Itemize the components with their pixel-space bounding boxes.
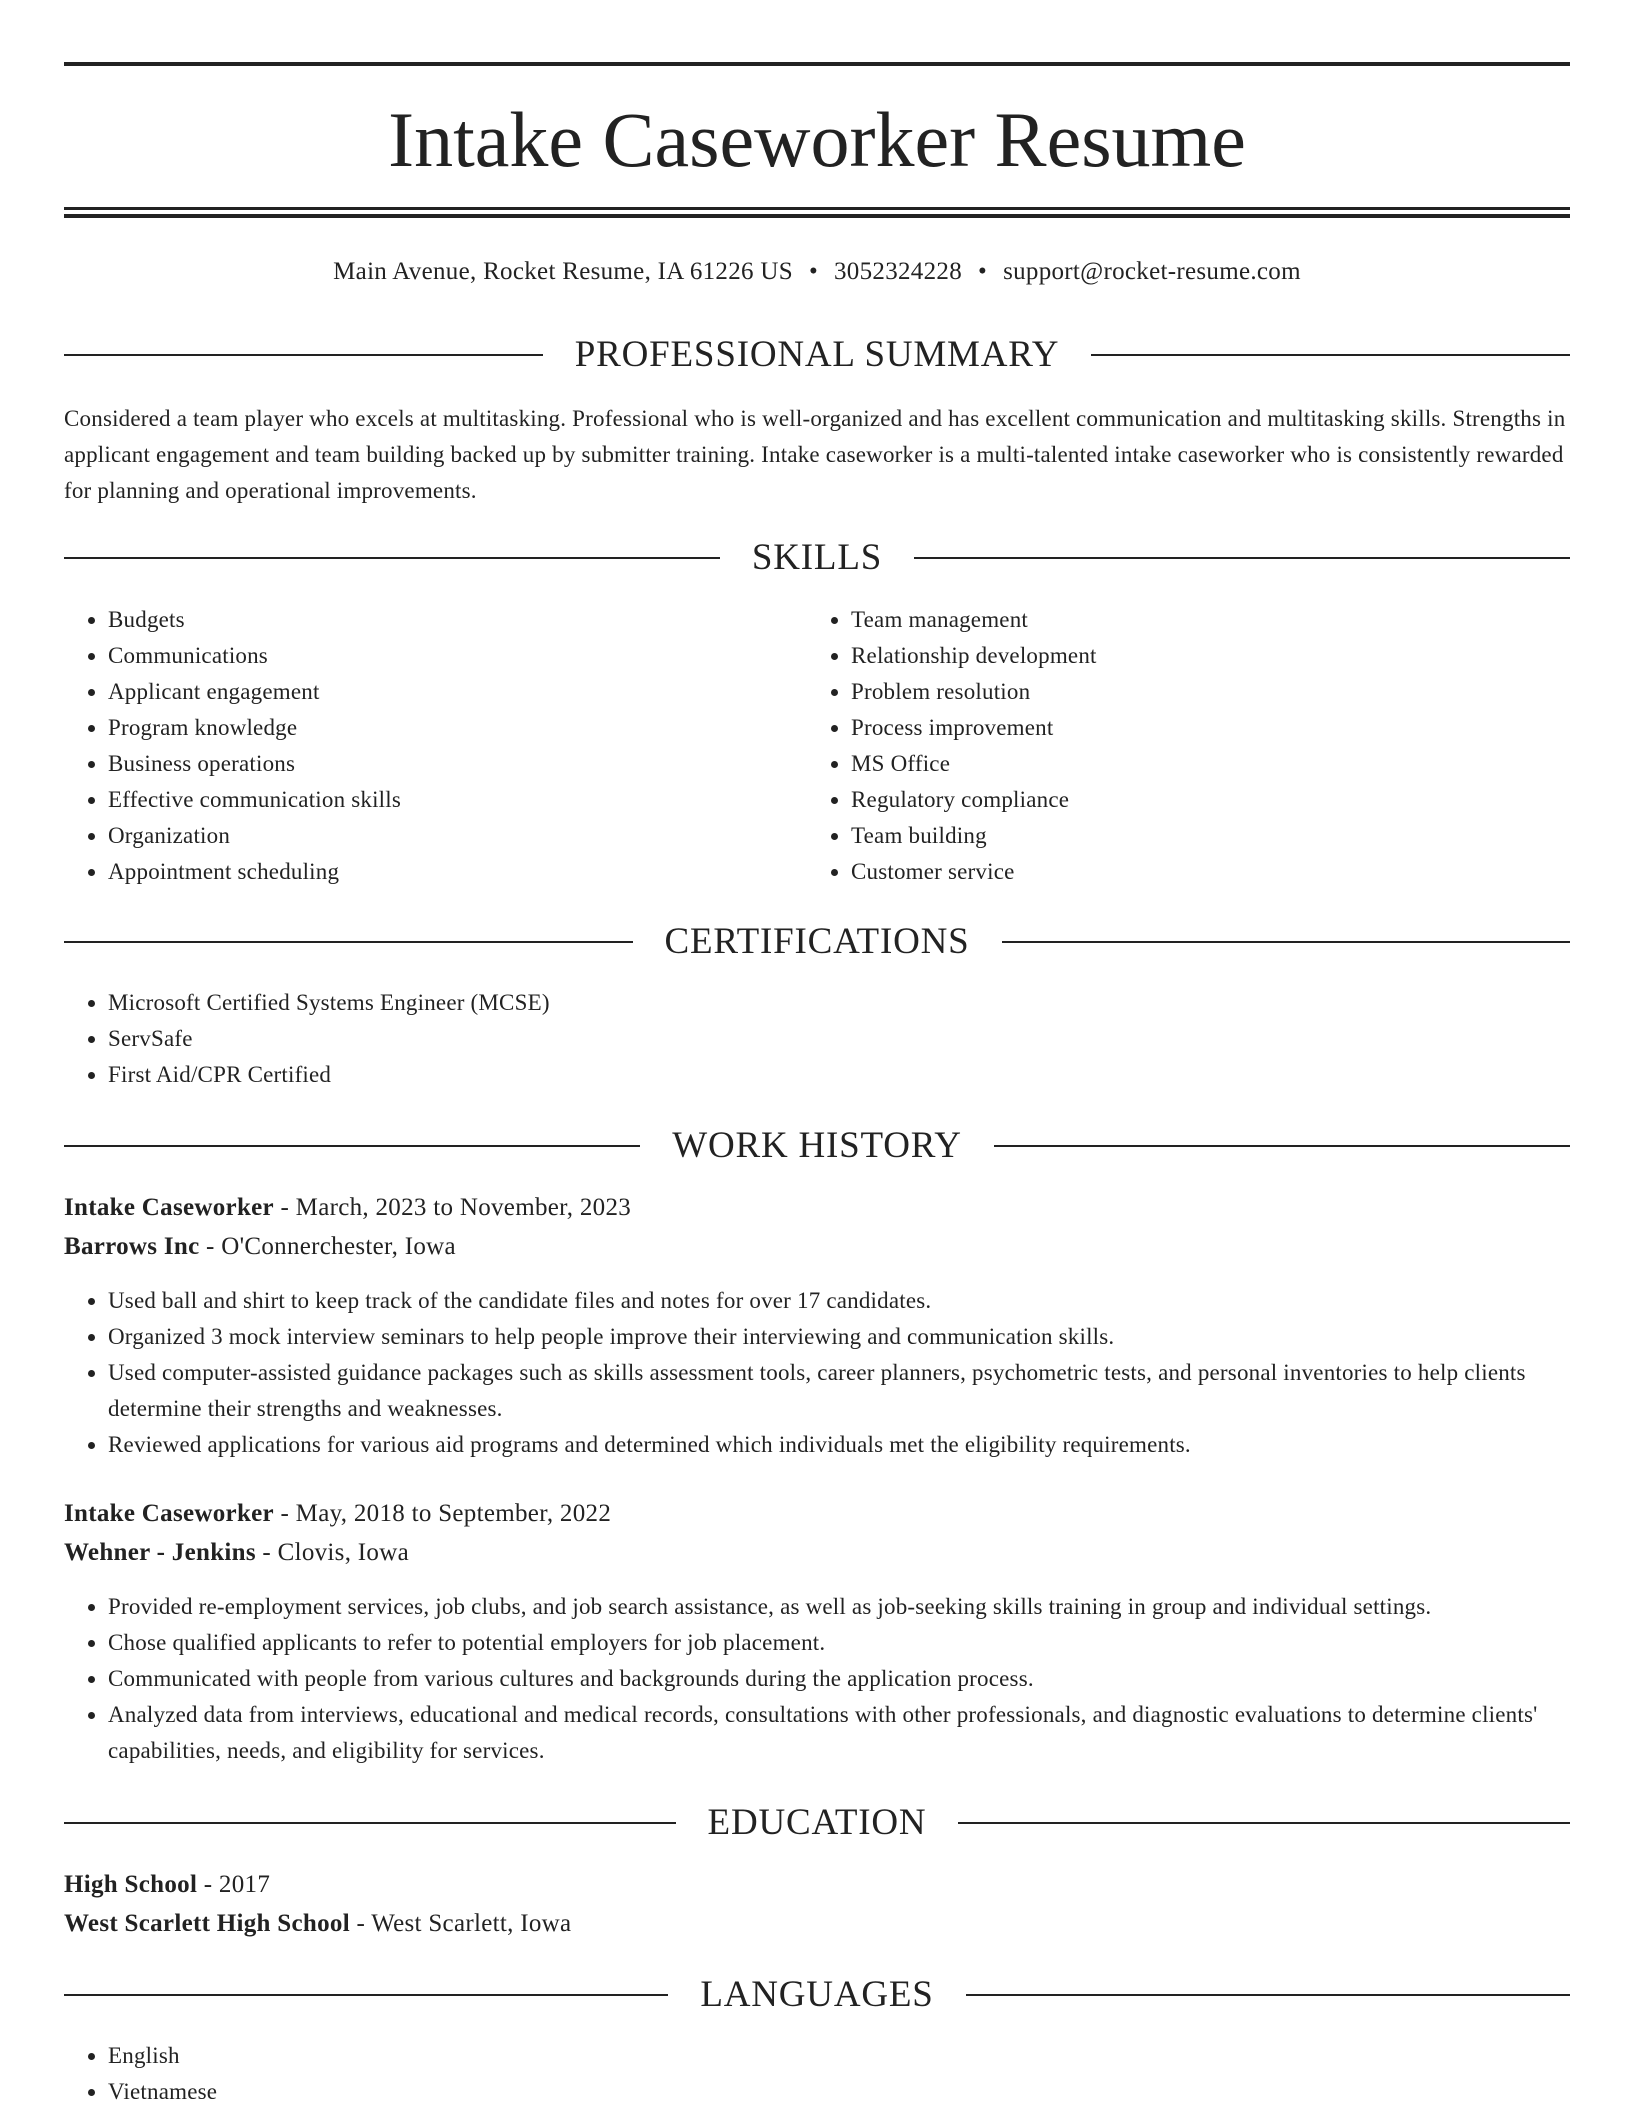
certifications-heading-label: CERTIFICATIONS (664, 921, 970, 962)
job-bullet: • Provided re-employment services, job clubs, and job search assistance, as well as job-seeking skills training in group and individual settings. (108, 1589, 1570, 1625)
skill-item: • Customer service (851, 854, 1507, 890)
education-year: - 2017 (197, 1871, 271, 1898)
language-item: • English (108, 2038, 1570, 2074)
skills-list-left (64, 602, 764, 890)
certification-item: • First Aid/CPR Certified (108, 1057, 1570, 1093)
skill-item: • Budgets (108, 602, 764, 638)
job-2-company-line (64, 1535, 1570, 1571)
divider (1002, 941, 1571, 943)
skill-item: • Problem resolution (851, 674, 1507, 710)
job-bullet: • Communicated with people from various cultures and backgrounds during the application process. (108, 1661, 1570, 1697)
contact-phone: 3052324228 (834, 258, 962, 285)
job-1-duties (64, 1283, 1570, 1463)
education-heading-label: EDUCATION (707, 1802, 927, 1843)
languages-heading (64, 1973, 1570, 2017)
job-2-title-line (64, 1496, 1570, 1532)
title-double-rule (64, 207, 1570, 218)
work-history-heading (64, 1124, 1570, 1168)
job-title: Intake Caseworker (64, 1500, 274, 1527)
skill-item: • Team management (851, 602, 1507, 638)
summary-text: Considered a team player who excels at multitasking. Professional who is well-organized and has excellent communication and multitasking skills. Strengths in applicant engagement and team building backed up by submitter training. Intake caseworker is a multi-talented intake caseworker who is consistently rewarded for planning and operational improvements. (64, 406, 1566, 503)
summary-heading-label: PROFESSIONAL SUMMARY (574, 334, 1060, 375)
job-title: Intake Caseworker (64, 1194, 274, 1221)
contact-email: support@rocket-resume.com (1003, 258, 1301, 285)
contact-address: Main Avenue, Rocket Resume, IA 61226 US (333, 258, 793, 285)
job-bullet: • Chose qualified applicants to refer to potential employers for job placement. (108, 1625, 1570, 1661)
certification-item: • ServSafe (108, 1021, 1570, 1057)
contact-separator: • (808, 258, 818, 285)
certifications-block (64, 985, 1570, 1093)
education-school: West Scarlett High School (64, 1910, 350, 1937)
skill-item: • Business operations (108, 746, 764, 782)
job-1-title-line (64, 1190, 1570, 1226)
skill-item: • Program knowledge (108, 710, 764, 746)
job-bullet: • Analyzed data from interviews, educational and medical records, consultations with other professionals, and diagnostic evaluations to determine clients' capabilities, needs, and eligibility for services. (108, 1697, 1570, 1769)
skill-item: • Effective communication skills (108, 782, 764, 818)
job-1-company-line (64, 1229, 1570, 1265)
divider (994, 1145, 1570, 1147)
skill-item: • Team building (851, 818, 1507, 854)
job-2-bullets (64, 1589, 1570, 1769)
education-location: - West Scarlett, Iowa (349, 1910, 572, 1937)
certifications-heading (64, 920, 1570, 964)
job-dates: - March, 2023 to November, 2023 (273, 1194, 632, 1221)
education-degree: High School (64, 1871, 198, 1898)
top-rule (64, 62, 1570, 66)
job-bullet: • Organized 3 mock interview seminars to help people improve their interviewing and communication skills. (108, 1319, 1570, 1355)
languages-list (64, 2038, 1570, 2110)
job-company: Barrows Inc (64, 1233, 200, 1260)
divider (64, 941, 633, 943)
job-bullet: • Used computer-assisted guidance packages such as skills assessment tools, career planners, psychometric tests, and personal inventories to help clients determine their strengths and weaknesses. (108, 1355, 1570, 1427)
divider (64, 354, 543, 356)
skill-item: • Regulatory compliance (851, 782, 1507, 818)
skill-item: • Appointment scheduling (108, 854, 764, 890)
job-bullet: • Reviewed applications for various aid programs and determined which individuals met the eligibility requirements. (108, 1427, 1570, 1463)
divider (914, 557, 1570, 559)
job-location: - O'Connerchester, Iowa (199, 1233, 456, 1260)
divider (958, 1822, 1570, 1824)
skill-item: • Applicant engagement (108, 674, 764, 710)
skills-right-column (807, 602, 1507, 890)
skill-item: • Organization (108, 818, 764, 854)
summary-heading (64, 333, 1570, 377)
skills-list-right (807, 602, 1507, 890)
job-2-duties (64, 1589, 1570, 1769)
job-company: Wehner - Jenkins (64, 1539, 256, 1566)
skills-heading-label: SKILLS (751, 537, 883, 578)
education-degree-line (64, 1867, 1570, 1903)
work-history-heading-label: WORK HISTORY (672, 1125, 962, 1166)
education-heading (64, 1801, 1570, 1845)
contact-separator: • (978, 258, 988, 285)
languages-heading-label: LANGUAGES (700, 1974, 934, 2015)
divider (64, 1994, 668, 1996)
job-location: - Clovis, Iowa (255, 1539, 409, 1566)
resume-title: Intake Caseworker Resume (388, 96, 1246, 183)
divider (966, 1994, 1570, 1996)
contact-line (64, 256, 1570, 288)
language-item: • Vietnamese (108, 2074, 1570, 2110)
skill-item: • Communications (108, 638, 764, 674)
skill-item: • MS Office (851, 746, 1507, 782)
divider (64, 1145, 640, 1147)
divider (64, 557, 720, 559)
job-dates: - May, 2018 to September, 2022 (273, 1500, 612, 1527)
skills-heading (64, 536, 1570, 580)
skill-item: • Process improvement (851, 710, 1507, 746)
education-school-line (64, 1906, 1570, 1942)
job-1-bullets (64, 1283, 1570, 1463)
job-bullet: • Used ball and shirt to keep track of the candidate files and notes for over 17 candidates. (108, 1283, 1570, 1319)
skill-item: • Relationship development (851, 638, 1507, 674)
certification-item: • Microsoft Certified Systems Engineer (MCSE) (108, 985, 1570, 1021)
divider (64, 1822, 676, 1824)
languages-block (64, 2038, 1570, 2110)
divider (1091, 354, 1570, 356)
skills-left-column (64, 602, 764, 890)
certifications-list (64, 985, 1570, 1093)
